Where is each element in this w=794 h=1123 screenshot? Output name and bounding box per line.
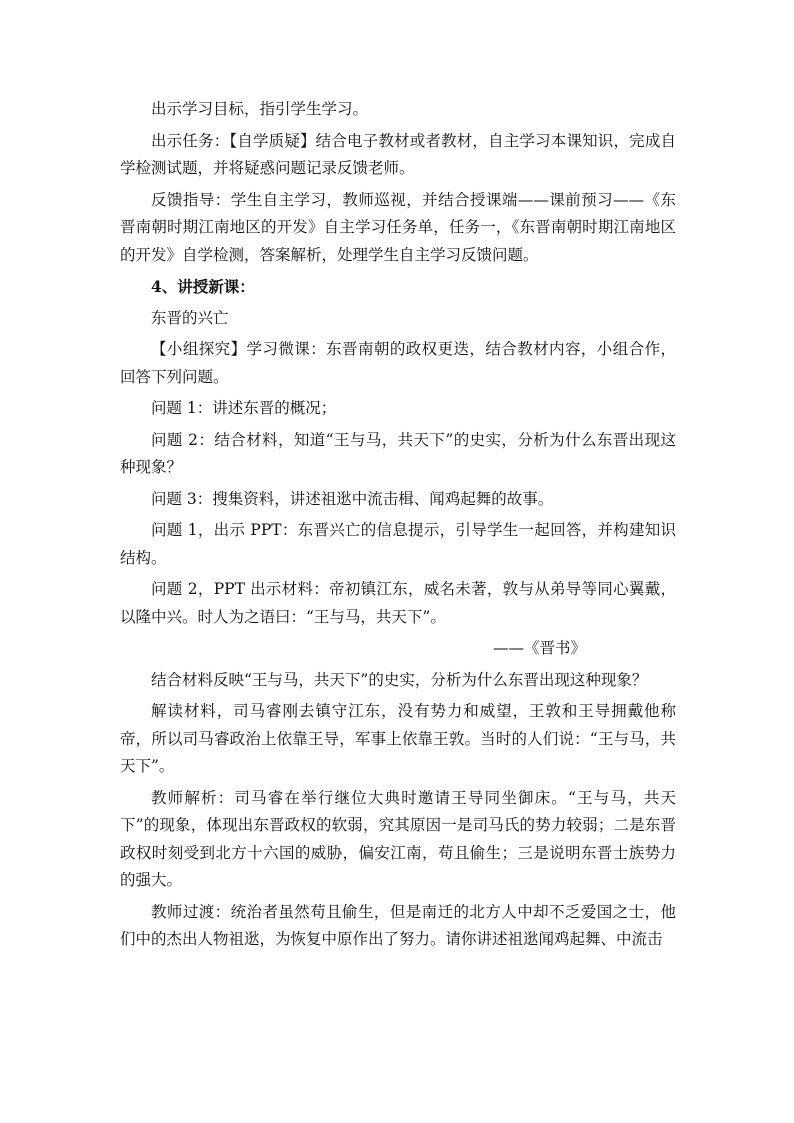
question-2: 问题 2：结合材料，知道“王与马，共天下”的史实，分析为什么东晋出现这种现象？ [120, 430, 676, 476]
question-1: 问题 1：讲述东晋的概况； [151, 399, 337, 417]
answer-question-1: 问题 1，出示 PPT：东晋兴亡的信息提示，引导学生一起回答，并构建知识结构。 [120, 521, 676, 567]
answer-question-2-material: 问题 2，PPT 出示材料：帝初镇江东，威名未著，敦与从弟导等同心翼戴，以隆中兴。时人为之语曰：“王与马，共天下”。 [120, 580, 676, 626]
paragraph-analysis-prompt: 结合材料反映“王与马，共天下”的史实，分析为什么东晋出现这种现象？ [151, 670, 648, 689]
paragraph-objectives: 出示学习目标，指引学生学习。 [151, 100, 369, 118]
paragraph-group-inquiry: 【小组探究】学习微课：东晋南朝的政权更迭，结合教材内容，小组合作，回答下列问题。 [120, 340, 676, 386]
question-3: 问题 3：搜集资料，讲述祖逖中流击楫、闻鸡起舞的故事。 [151, 489, 554, 508]
paragraph-feedback: 反馈指导：学生自主学习，教师巡视，并结合授课端——课前预习——《东晋南朝时期江南地区的开发》自主学习任务单，任务一，《东晋南朝时期江南地区的开发》自学检测，答案解析，处理学生自主学习反馈问题。 [120, 190, 676, 264]
paragraph-material-reading: 解读材料，司马睿刚去镇守江东，没有势力和威望，王敦和王导拥戴他称帝，所以司马睿政治上依靠王导，军事上依靠王敦。当时的人们说：“王与马，共天下”。 [120, 702, 676, 775]
subheading-eastern-jin: 东晋的兴亡 [151, 308, 229, 327]
material-source: ——《晋书》 [492, 639, 586, 657]
document-page [120, 96, 676, 958]
section-heading: 4、讲授新课： [151, 277, 255, 296]
paragraph-teacher-transition: 教师过渡：统治者虽然苟且偷生，但是南迁的北方人中却不乏爱国之士，他们中的杰出人物祖逖，为恢复中原作出了努力。请你讲述祖逖闻鸡起舞、中流击 [120, 902, 676, 948]
paragraph-task: 出示任务：【自学质疑】结合电子教材或者教材，自主学习本课知识，完成自学检测试题，并将疑惑问题记录反馈老师。 [120, 131, 676, 177]
paragraph-teacher-analysis: 教师解析：司马睿在举行继位大典时邀请王导同坐御床。“王与马，共天下”的现象，体现出东晋政权的软弱，究其原因一是司马氏的势力较弱；二是东晋政权时刻受到北方十六国的威胁，偏安江南，苟且偷生；三是说明东晋士族势力的强大。 [120, 788, 676, 889]
